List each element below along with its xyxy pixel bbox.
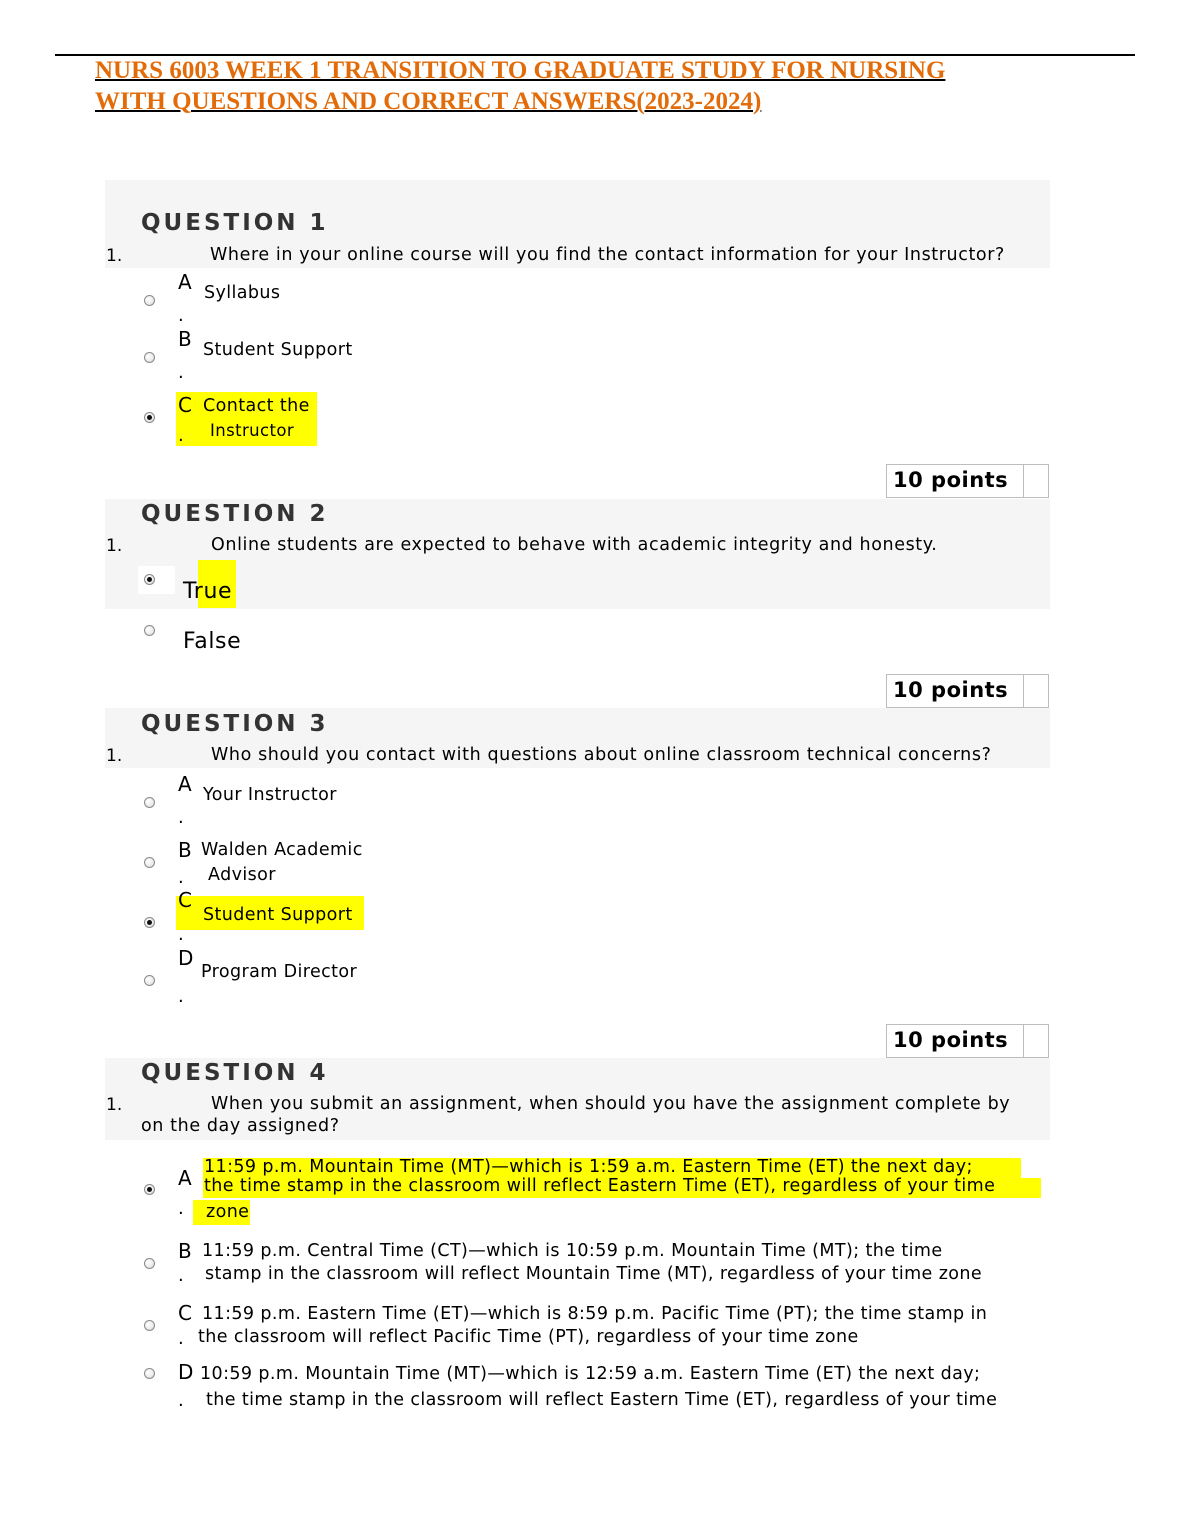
q2-option-true-text: True — [183, 579, 233, 604]
q1-option-a-dot: . — [178, 305, 184, 326]
question-4-text-line-1: When you submit an assignment, when should you have the assignment complete by — [211, 1094, 1011, 1114]
q4-option-b-dot: . — [178, 1265, 184, 1286]
q4-option-a-dot: . — [178, 1198, 184, 1219]
q4-option-d-letter: D — [178, 1360, 194, 1384]
question-4-number: 1. — [106, 1095, 123, 1115]
q2-option-false-radio[interactable] — [144, 625, 155, 636]
q3-option-d-letter: D — [178, 946, 194, 970]
q3-option-d-text: Program Director — [201, 962, 358, 982]
q1-option-a-text: Syllabus — [204, 283, 281, 303]
q3-option-a-letter: A — [178, 772, 192, 796]
q3-option-b-dot: . — [178, 867, 184, 888]
q3-option-c-letter: C — [178, 888, 192, 912]
q1-option-c-dot: . — [178, 425, 184, 446]
q1-option-a-letter: A — [178, 270, 192, 294]
q4-option-d-radio[interactable] — [144, 1368, 155, 1379]
q3-option-c-text: Student Support — [203, 905, 353, 925]
q4-option-c-radio[interactable] — [144, 1320, 155, 1331]
q3-option-b-text-line-2: Advisor — [208, 865, 276, 885]
q3-points-box — [886, 1024, 1049, 1058]
q1-points-label: 10 points — [893, 468, 1009, 492]
question-3-number: 1. — [106, 746, 123, 766]
q4-option-a-text-line-2: the time stamp in the classroom will reflect Eastern Time (ET), regardless of your time — [204, 1176, 996, 1196]
q1-option-b-letter: B — [178, 327, 192, 351]
q3-option-c-radio[interactable] — [144, 917, 155, 928]
q3-option-d-radio[interactable] — [144, 975, 155, 986]
q1-points-box — [886, 464, 1049, 498]
q4-option-b-radio[interactable] — [144, 1258, 155, 1269]
q3-option-b-text-line-1: Walden Academic — [201, 840, 363, 860]
q1-option-c-text-line-2: Instructor — [210, 421, 295, 440]
question-2-number: 1. — [106, 536, 123, 556]
question-1-heading: QUESTION 1 — [141, 210, 329, 236]
q4-option-a-radio[interactable] — [144, 1184, 155, 1195]
q3-option-a-text: Your Instructor — [203, 785, 337, 805]
top-rule — [55, 54, 1135, 56]
q3-option-d-dot: . — [178, 986, 184, 1007]
q4-option-c-dot: . — [178, 1328, 184, 1349]
document-title-line-1: NURS 6003 WEEK 1 TRANSITION TO GRADUATE STUDY FOR NURSING — [95, 57, 946, 84]
q3-option-a-dot: . — [178, 807, 184, 828]
question-3-heading: QUESTION 3 — [141, 711, 329, 737]
question-4-heading: QUESTION 4 — [141, 1060, 329, 1086]
q1-option-b-dot: . — [178, 362, 184, 383]
q4-option-d-text-line-2: the time stamp in the classroom will reflect Eastern Time (ET), regardless of your time — [206, 1390, 998, 1410]
question-3-text: Who should you contact with questions about online classroom technical concerns? — [211, 745, 992, 765]
q4-option-c-text-line-2: the classroom will reflect Pacific Time (PT), regardless of your time zone — [198, 1327, 859, 1347]
q3-option-c-dot: . — [178, 924, 184, 945]
document-title-line-2: WITH QUESTIONS AND CORRECT ANSWERS(2023-2024) — [95, 88, 762, 115]
q1-option-c-radio[interactable] — [144, 412, 155, 423]
q2-points-label: 10 points — [893, 678, 1009, 702]
q4-option-c-letter: C — [178, 1301, 192, 1325]
q4-option-b-letter: B — [178, 1239, 192, 1263]
q1-option-c-letter: C — [178, 393, 192, 417]
q3-points-label: 10 points — [893, 1028, 1009, 1052]
question-1-number: 1. — [106, 246, 123, 266]
q1-option-c-text-line-1: Contact the — [203, 396, 310, 416]
q3-option-b-radio[interactable] — [144, 857, 155, 868]
q4-option-b-text-line-2: stamp in the classroom will reflect Mountain Time (MT), regardless of your time zone — [205, 1264, 983, 1284]
q4-option-a-text-line-3: zone — [206, 1202, 250, 1222]
q2-points-box — [886, 674, 1049, 708]
q4-option-a-letter: A — [178, 1166, 192, 1190]
q1-option-b-radio[interactable] — [144, 352, 155, 363]
q4-option-d-dot: . — [178, 1390, 184, 1411]
q3-option-a-radio[interactable] — [144, 797, 155, 808]
q3-option-b-letter: B — [178, 838, 192, 862]
question-4-text-line-2: on the day assigned? — [141, 1116, 340, 1136]
q2-option-true-radio[interactable] — [144, 574, 155, 585]
question-2-text: Online students are expected to behave with academic integrity and honesty. — [211, 535, 938, 555]
q4-option-c-text-line-1: 11:59 p.m. Eastern Time (ET)—which is 8:59 p.m. Pacific Time (PT); the time stamp in — [202, 1304, 988, 1324]
q4-option-d-text-line-1: 10:59 p.m. Mountain Time (MT)—which is 12:59 a.m. Eastern Time (ET) the next day; — [200, 1364, 981, 1384]
q4-option-a-text-line-1: 11:59 p.m. Mountain Time (MT)—which is 1:59 a.m. Eastern Time (ET) the next day; — [204, 1157, 973, 1177]
question-1-text: Where in your online course will you find the contact information for your Instructor? — [210, 245, 1005, 265]
q1-option-b-text: Student Support — [203, 340, 353, 360]
q2-option-false-text: False — [183, 629, 242, 654]
q4-option-b-text-line-1: 11:59 p.m. Central Time (CT)—which is 10:59 p.m. Mountain Time (MT); the time — [202, 1241, 943, 1261]
question-2-heading: QUESTION 2 — [141, 501, 329, 527]
q1-option-a-radio[interactable] — [144, 295, 155, 306]
